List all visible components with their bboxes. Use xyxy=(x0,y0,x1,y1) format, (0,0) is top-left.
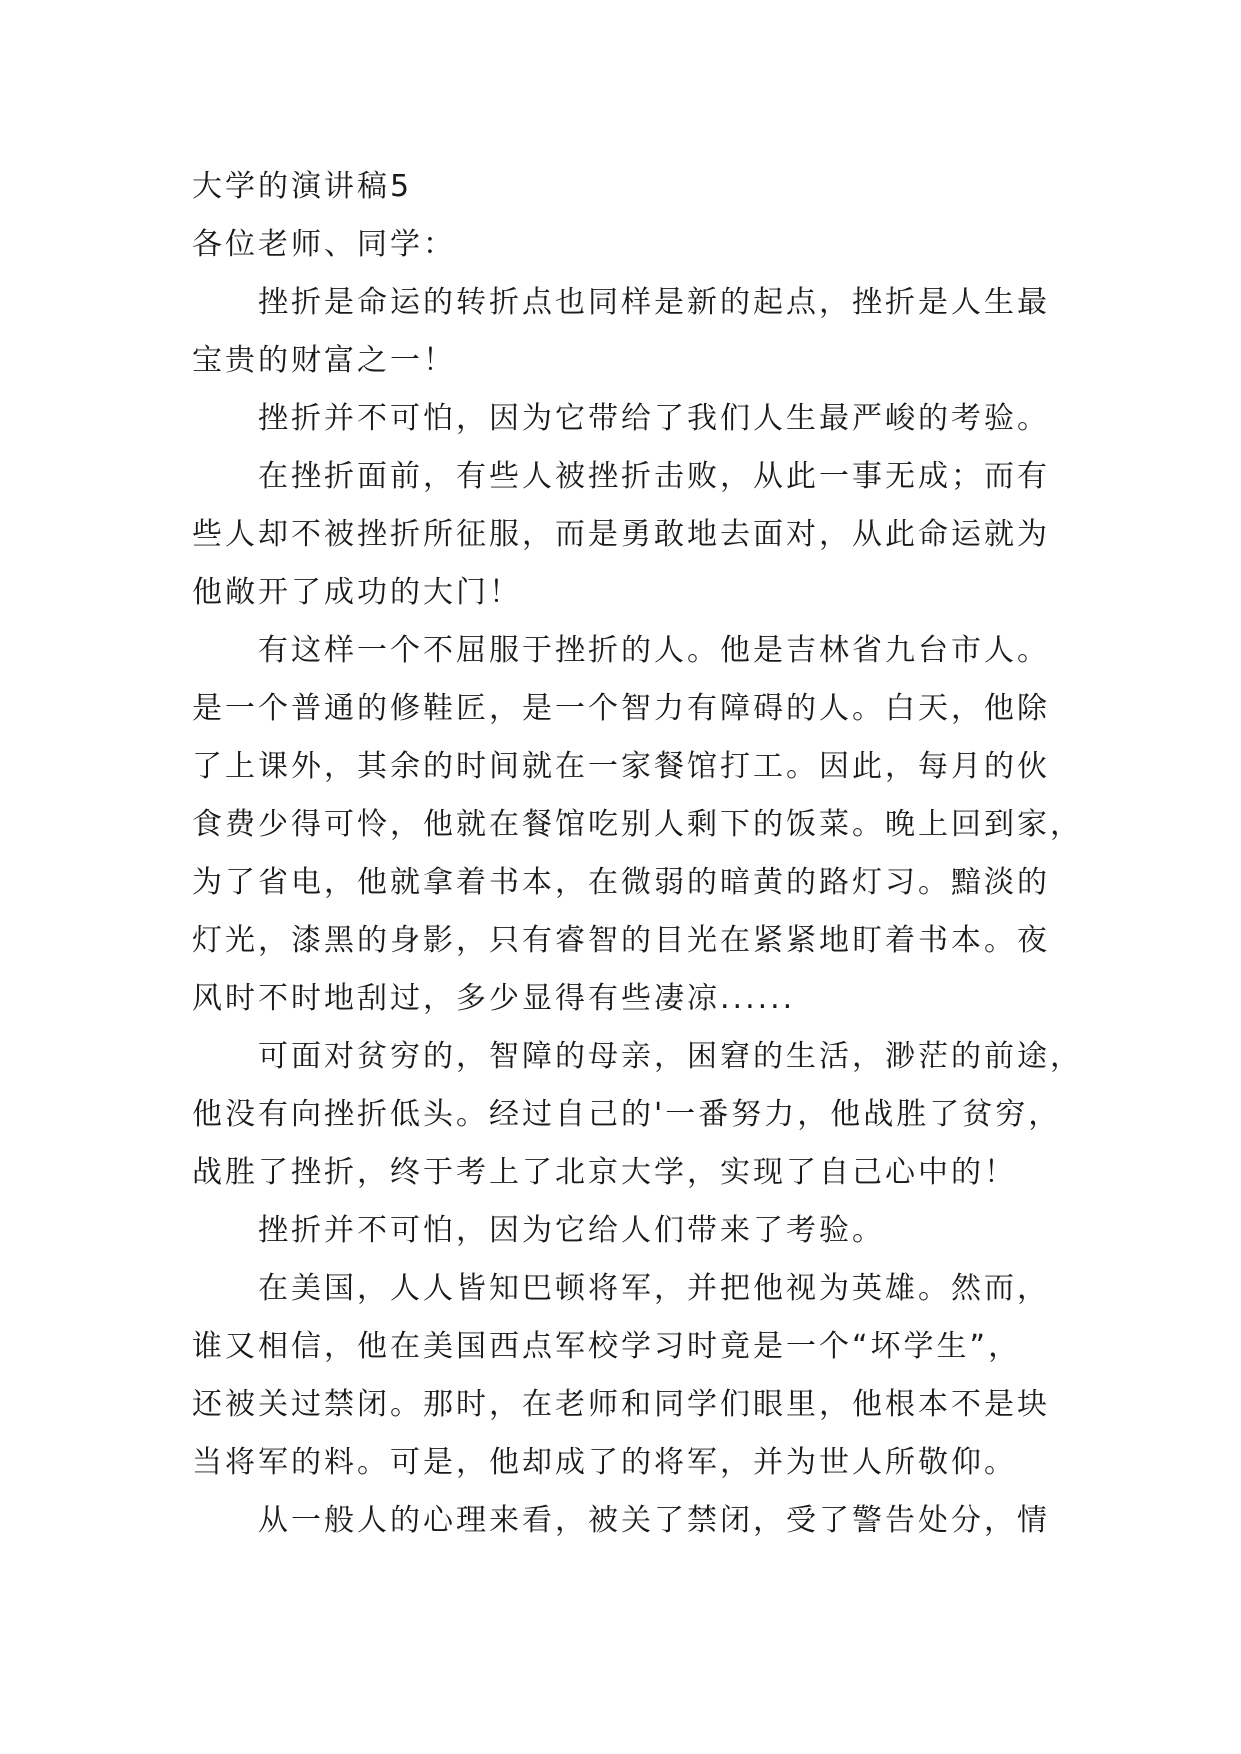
text-line: 还被关过禁闭。那时，在老师和同学们眼里，他根本不是块 xyxy=(192,1387,1050,1422)
text-line: 他敞开了成功的大门！ xyxy=(192,575,522,610)
text-line: 挫折并不可怕，因为它带给了我们人生最严峻的考验。 xyxy=(258,401,1050,436)
text-line: 在挫折面前，有些人被挫折击败，从此一事无成；而有 xyxy=(258,459,1050,494)
text-line: 战胜了挫折，终于考上了北京大学，实现了自己心中的！ xyxy=(192,1155,1017,1190)
text-line: 灯光，漆黑的身影，只有睿智的目光在紧紧地盯着书本。夜 xyxy=(192,923,1050,958)
text-line: 挫折是命运的转折点也同样是新的起点，挫折是人生最 xyxy=(258,285,1050,320)
text-line: 了上课外，其余的时间就在一家餐馆打工。因此，每月的伙 xyxy=(192,749,1050,784)
text-line: 在美国，人人皆知巴顿将军，并把他视为英雄。然而， xyxy=(258,1271,1050,1306)
document-title: 大学的演讲稿5 xyxy=(192,169,413,204)
text-line: 宝贵的财富之一！ xyxy=(192,343,456,378)
text-line: 有这样一个不屈服于挫折的人。他是吉林省九台市人。 xyxy=(258,633,1050,668)
text-line: 当将军的料。可是，他却成了的将军，并为世人所敬仰。 xyxy=(192,1445,1017,1480)
greeting: 各位老师、同学： xyxy=(192,227,456,262)
text-line: 为了省电，他就拿着书本，在微弱的暗黄的路灯习。黯淡的 xyxy=(192,865,1050,900)
text-line: 从一般人的心理来看，被关了禁闭，受了警告处分，情 xyxy=(258,1503,1050,1538)
text-line: 他没有向挫折低头。经过自己的'一番努力，他战胜了贫穷， xyxy=(192,1097,1062,1132)
text-line: 风时不时地刮过，多少显得有些凄凉...... xyxy=(192,981,796,1016)
text-line: 是一个普通的修鞋匠，是一个智力有障碍的人。白天，他除 xyxy=(192,691,1050,726)
text-line: 可面对贫穷的，智障的母亲，困窘的生活，渺茫的前途， xyxy=(258,1039,1083,1074)
text-line: 食费少得可怜，他就在餐馆吃别人剩下的饭菜。晚上回到家， xyxy=(192,807,1083,842)
text-line: 挫折并不可怕，因为它给人们带来了考验。 xyxy=(258,1213,885,1248)
text-line: 谁又相信，他在美国西点军校学习时竟是一个“坏学生”， xyxy=(192,1329,1022,1364)
text-line: 些人却不被挫折所征服，而是勇敢地去面对，从此命运就为 xyxy=(192,517,1050,552)
